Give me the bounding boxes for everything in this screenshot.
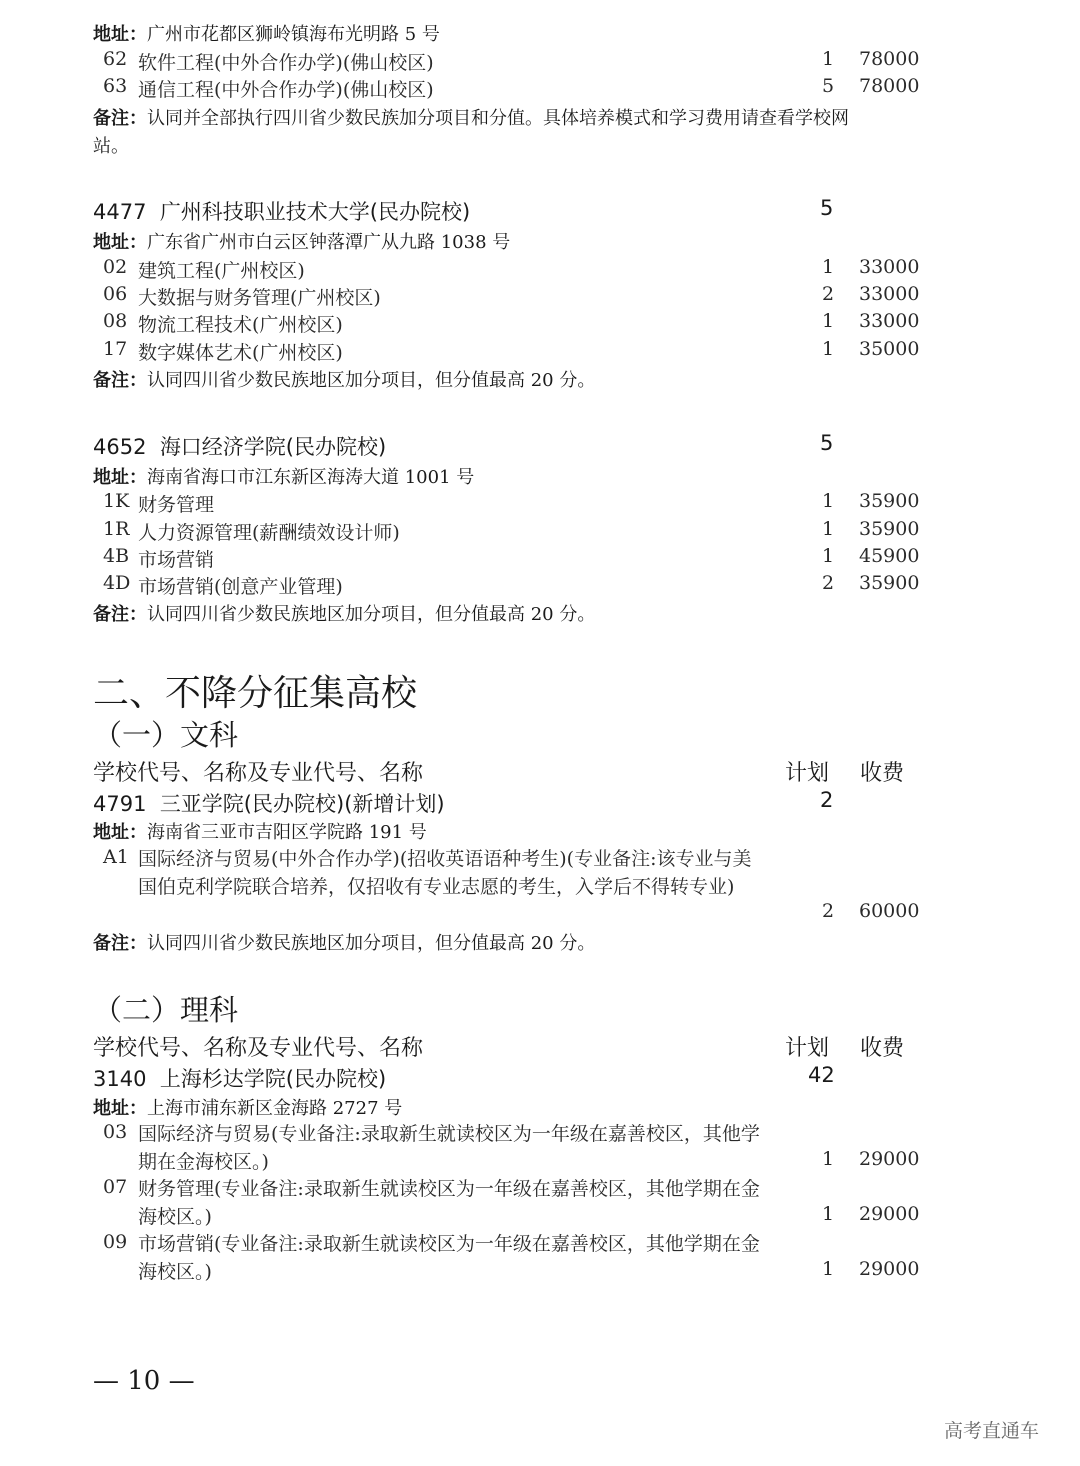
major-code: 4D <box>103 572 131 594</box>
note-label: 备注： <box>93 108 147 129</box>
major-code: 06 <box>103 283 128 305</box>
major-plan: 5 <box>822 75 835 97</box>
note-label: 备注： <box>93 370 147 391</box>
school-plan-total: 5 <box>820 431 834 455</box>
school-plan-total: 42 <box>808 1063 835 1087</box>
major-name: 市场营销(创意产业管理) <box>138 576 343 598</box>
address-text: 广州市花都区狮岭镇海布光明路 5 号 <box>147 24 440 45</box>
school-code: 4652 <box>93 435 147 459</box>
school-name: 广州科技职业技术大学(民办院校) <box>159 200 471 224</box>
major-fee: 33000 <box>859 256 920 278</box>
major-name: 市场营销 <box>138 549 215 571</box>
address-text: 广东省广州市白云区钟落潭广从九路 1038 号 <box>147 232 511 253</box>
note-text: 认同四川省少数民族地区加分项目，但分值最高 20 分。 <box>147 604 596 625</box>
note-line <box>93 104 849 130</box>
major-fee: 35900 <box>859 518 920 540</box>
major-plan: 1 <box>822 490 835 512</box>
address-text: 海南省海口市江东新区海涛大道 1001 号 <box>147 467 475 488</box>
major-fee: 35900 <box>859 490 920 512</box>
major-code: 1K <box>103 490 130 512</box>
address-label: 地址： <box>93 1098 147 1119</box>
major-plan: 2 <box>822 283 835 305</box>
major-plan: 1 <box>822 518 835 540</box>
school-heading <box>93 431 386 461</box>
major-name: 数字媒体艺术(广州校区) <box>138 342 343 364</box>
note-text: 认同并全部执行四川省少数民族加分项目和分值。具体培养模式和学习费用请查看学校网 <box>147 108 849 129</box>
school-code: 3140 <box>93 1067 147 1091</box>
major-plan: 1 <box>822 310 835 332</box>
address-line <box>93 228 510 254</box>
major-name: 国际经济与贸易(专业备注:录取新生就读校区为一年级在嘉善校区，其他学期在金海校区。) <box>138 1123 760 1173</box>
address-label: 地址： <box>93 24 147 45</box>
section-title: 二、不降分征集高校 <box>93 673 418 714</box>
major-code: 08 <box>103 310 128 332</box>
major-name: 财务管理 <box>138 494 215 516</box>
major-plan: 1 <box>822 256 835 278</box>
major-code: 62 <box>103 48 128 70</box>
major-name: 大数据与财务管理(广州校区) <box>138 287 381 309</box>
major-plan: 1 <box>822 48 835 70</box>
major-code: 07 <box>103 1176 128 1198</box>
school-name: 海口经济学院(民办院校) <box>159 435 387 459</box>
major-code: 17 <box>103 338 128 360</box>
major-name: 软件工程(中外合作办学)(佛山校区) <box>138 52 434 74</box>
watermark: 高考直通车 <box>944 1420 1040 1442</box>
major-fee: 29000 <box>859 1203 920 1225</box>
column-header-name: 学校代号、名称及专业代号、名称 <box>93 761 424 786</box>
address-line <box>93 1094 402 1120</box>
major-plan: 2 <box>822 572 835 594</box>
major-plan: 2 <box>822 900 835 922</box>
major-name: 人力资源管理(薪酬绩效设计师) <box>138 522 400 544</box>
note-line <box>93 929 595 955</box>
address-label: 地址： <box>93 822 147 843</box>
school-name: 三亚学院(民办院校)(新增计划) <box>159 792 445 816</box>
note-line <box>93 600 595 626</box>
major-plan: 1 <box>822 338 835 360</box>
column-header-fee: 收费 <box>860 761 905 786</box>
note-line-continued: 站。 <box>93 136 129 157</box>
major-fee: 29000 <box>859 1148 920 1170</box>
note-text: 认同四川省少数民族地区加分项目，但分值最高 20 分。 <box>147 933 596 954</box>
major-fee: 29000 <box>859 1258 920 1280</box>
major-fee: 45900 <box>859 545 920 567</box>
note-label: 备注： <box>93 933 147 954</box>
school-heading <box>93 788 445 818</box>
major-fee: 33000 <box>859 310 920 332</box>
school-code: 4791 <box>93 792 147 816</box>
major-code: 03 <box>103 1121 128 1143</box>
address-label: 地址： <box>93 467 147 488</box>
major-fee: 33000 <box>859 283 920 305</box>
school-plan-total: 2 <box>820 788 834 812</box>
page-number: — 10 — <box>93 1366 195 1396</box>
note-line <box>93 366 595 392</box>
major-fee: 35900 <box>859 572 920 594</box>
major-name: 通信工程(中外合作办学)(佛山校区) <box>138 79 434 101</box>
column-header-plan: 计划 <box>785 1036 830 1061</box>
address-line <box>93 818 427 844</box>
note-text: 认同四川省少数民族地区加分项目，但分值最高 20 分。 <box>147 370 596 391</box>
major-code: A1 <box>103 846 129 868</box>
major-code: 09 <box>103 1231 128 1253</box>
address-line <box>93 463 474 489</box>
major-plan: 1 <box>822 1258 835 1280</box>
major-fee: 35000 <box>859 338 920 360</box>
major-name: 市场营销(专业备注:录取新生就读校区为一年级在嘉善校区，其他学期在金海校区。) <box>138 1233 760 1283</box>
major-fee: 78000 <box>859 75 920 97</box>
school-heading <box>93 196 470 226</box>
major-plan: 1 <box>822 545 835 567</box>
school-name: 上海杉达学院(民办院校) <box>159 1067 387 1091</box>
subsection-title-arts: （一）文科 <box>93 718 239 752</box>
address-label: 地址： <box>93 232 147 253</box>
major-plan: 1 <box>822 1203 835 1225</box>
major-fee: 60000 <box>859 900 920 922</box>
school-code: 4477 <box>93 200 147 224</box>
note-label: 备注： <box>93 604 147 625</box>
major-code: 4B <box>103 545 130 567</box>
major-plan: 1 <box>822 1148 835 1170</box>
major-code: 1R <box>103 518 130 540</box>
major-name: 建筑工程(广州校区) <box>138 260 305 282</box>
address-text: 海南省三亚市吉阳区学院路 191 号 <box>147 822 427 843</box>
major-name: 物流工程技术(广州校区) <box>138 314 343 336</box>
major-fee: 78000 <box>859 48 920 70</box>
column-header-name: 学校代号、名称及专业代号、名称 <box>93 1036 424 1061</box>
address-line <box>93 20 440 46</box>
column-header-fee: 收费 <box>860 1036 905 1061</box>
major-name: 财务管理(专业备注:录取新生就读校区为一年级在嘉善校区，其他学期在金海校区。) <box>138 1178 760 1228</box>
address-text: 上海市浦东新区金海路 2727 号 <box>147 1098 403 1119</box>
major-code: 02 <box>103 256 128 278</box>
major-code: 63 <box>103 75 128 97</box>
column-header-plan: 计划 <box>785 761 830 786</box>
school-heading <box>93 1063 386 1093</box>
major-name: 国际经济与贸易(中外合作办学)(招收英语语种考生)(专业备注:该专业与美国伯克利学院联合培养，仅招收有专业志愿的考生，入学后不得转专业) <box>138 848 752 898</box>
school-plan-total: 5 <box>820 196 834 220</box>
subsection-title-science: （二）理科 <box>93 993 239 1027</box>
